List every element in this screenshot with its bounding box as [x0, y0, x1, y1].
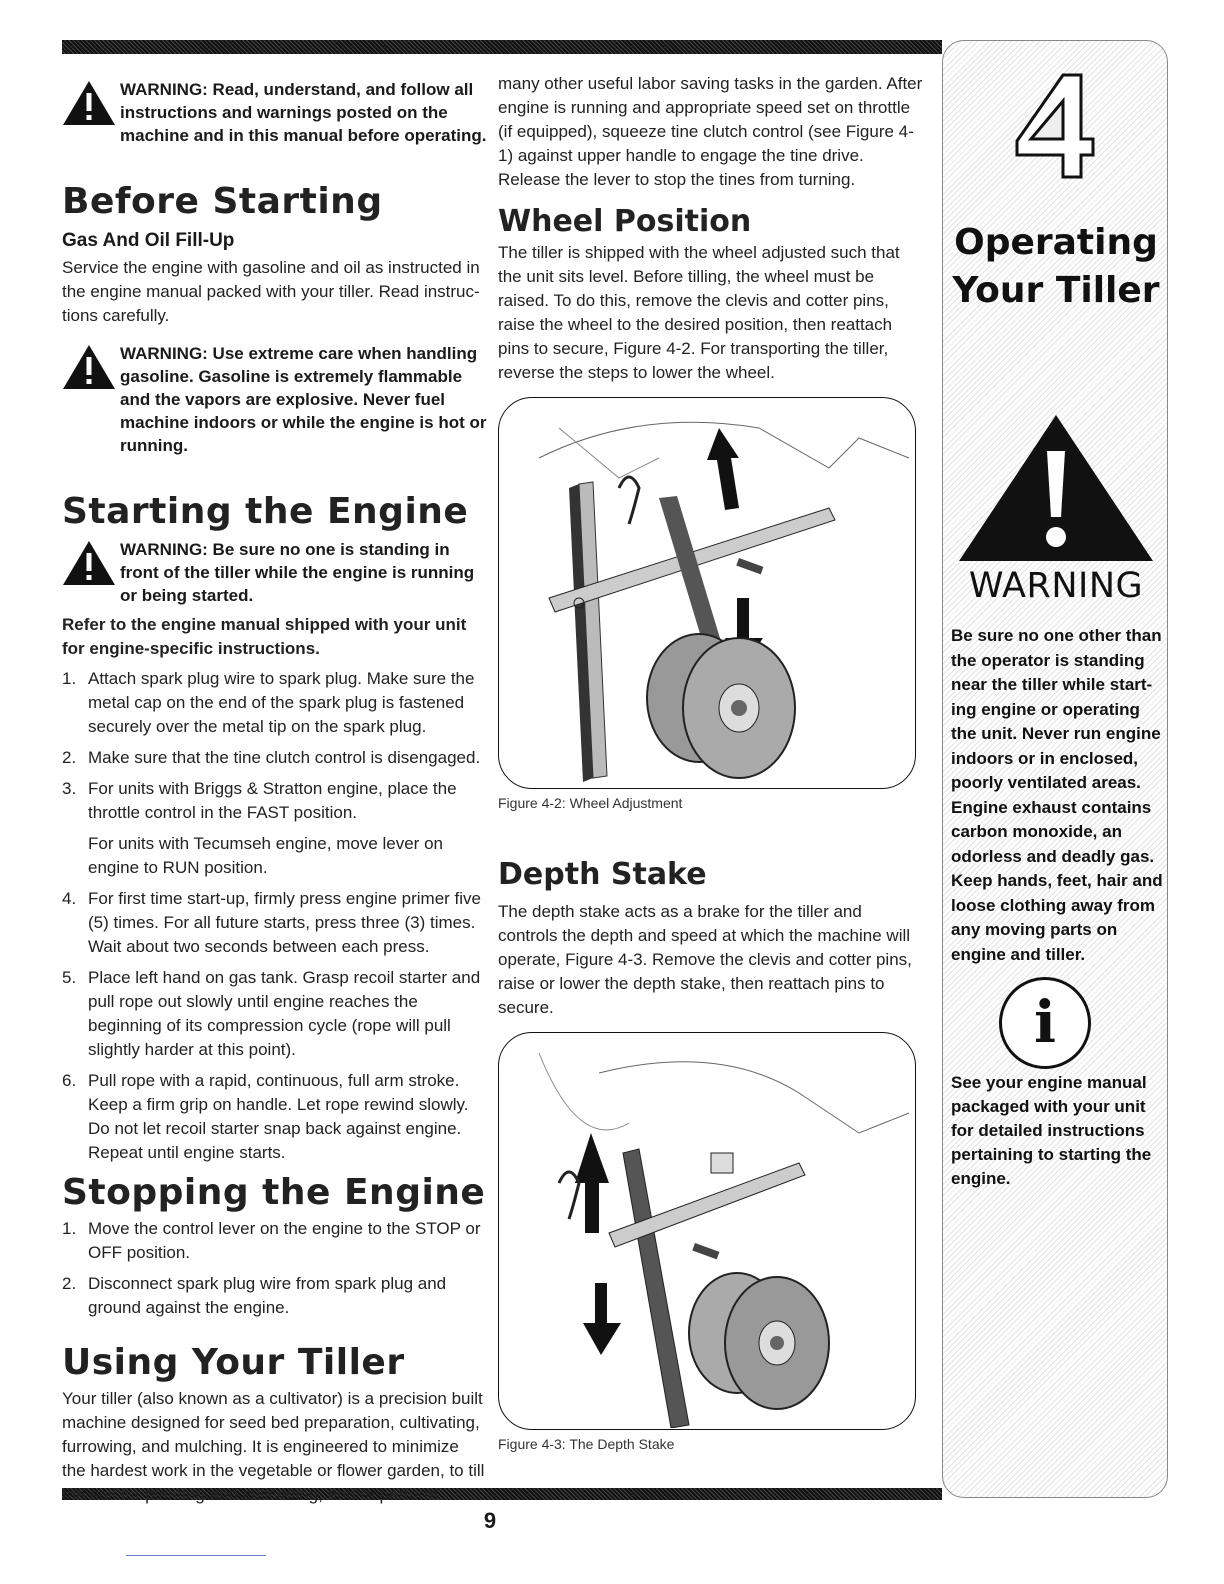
warning-gasoline: WARNING: Use extreme care when handling gasoline. Gasoline is extremely flammable and the vapors are explosive. Never fuel machine indoors or while the engine is hot or running. — [62, 342, 487, 457]
depth-stake-illustration — [499, 1033, 914, 1428]
list-item: 1. Attach spark plug wire to spark plug. Make sure the metal cap on the end of the spark plug is fastened securely over the metal tip on the spark plug. — [62, 669, 475, 736]
warning-label: WARNING — [968, 566, 1144, 606]
info-icon: i — [999, 977, 1091, 1069]
warning-triangle-icon — [62, 540, 116, 586]
list-item: 2. Disconnect spark plug wire from spark plug and ground against the engine. — [62, 1274, 447, 1317]
heading-stopping-engine: Stopping the Engine — [62, 1172, 486, 1213]
subheading-gas-oil: Gas And Oil Fill-Up — [62, 230, 235, 251]
heading-using-tiller: Using Your Tiller — [62, 1342, 405, 1383]
warning-triangle-icon — [62, 344, 116, 390]
heading-before-starting: Before Starting — [62, 181, 383, 222]
heading-wheel-position: Wheel Position — [498, 204, 752, 239]
sidebar-warning-text: Be sure no one other than the operator is standing near the tiller while start-ing engine or operating the unit. Never run engine indoors or in enclosed, poorly ventilated areas. Engine exhaust contains carbon monoxide, an odorless and deadly gas. Keep hands, feet, hair and loose clothing away from any moving parts on engine and tiller. — [951, 626, 1163, 964]
top-rule — [62, 40, 942, 54]
footer-rule — [126, 1555, 266, 1556]
list-item: 5. Place left hand on gas tank. Grasp recoil starter and pull rope out slowly until engine reaches the beginning of its compression cycle (rope will pull slightly harder at this point). — [62, 968, 481, 1059]
chapter-sidebar — [942, 40, 1168, 1498]
stopping-steps-list — [62, 1217, 487, 1320]
warning-read-instructions: WARNING: Read, understand, and follow all instructions and warnings posted on the machine and in this manual before operating. — [62, 78, 487, 147]
chapter-number-box — [1013, 71, 1095, 181]
using-tiller-body: Your tiller (also known as a cultivator) is a precision built machine designed for seed bed preparation, cultivating, furrowing, and mulching. It is engineered to minimize the hardest work in the vegetable or flower garden, to till the soil for planting and cultivating, and to perform — [62, 1389, 485, 1504]
depth-stake-body: The depth stake acts as a brake for the tiller and controls the depth and speed at which the machine will operate, Figure 4-3. Remove the clevis and cotter pins, raise or lower the depth stake, then reattach pins to secure. — [498, 902, 912, 1017]
left-column — [62, 78, 487, 1507]
caption-figure-4-2: Figure 4-2: Wheel Adjustment — [498, 795, 683, 811]
chapter-number-outline — [1013, 71, 1095, 181]
list-item: For units with Tecumseh engine, move lever on engine to RUN position. — [88, 834, 443, 877]
middle-column — [498, 72, 923, 1452]
caption-figure-4-3: Figure 4-3: The Depth Stake — [498, 1436, 675, 1452]
starting-steps-list — [62, 667, 487, 1165]
heading-depth-stake: Depth Stake — [498, 857, 707, 892]
list-item: 3. For units with Briggs & Stratton engine, place the throttle control in the FAST position. — [62, 779, 457, 822]
warning-nobody-in-front: WARNING: Be sure no one is standing in front of the tiller while the engine is running or being started. — [62, 538, 487, 607]
warning-triangle-icon — [957, 413, 1155, 563]
sidebar-info-text: See your engine manual packaged with your unit for detailed instructions pertaining to starting the engine. — [951, 1073, 1152, 1188]
list-item: 1. Move the control lever on the engine to the STOP or OFF position. — [62, 1219, 481, 1262]
list-item: 2. Make sure that the tine clutch control is disengaged. — [62, 748, 481, 767]
list-item: 6. Pull rope with a rapid, continuous, full arm stroke. Keep a firm grip on handle. Let rope rewind slowly. Do not let recoil starter snap back against engine. Repeat until engine starts. — [62, 1071, 469, 1162]
list-item: 4. For first time start-up, firmly press engine primer five (5) times. For all future starts, press three (3) times. Wait about two seconds between each press. — [62, 889, 481, 956]
page-number: 9 — [483, 1508, 497, 1533]
heading-starting-engine: Starting the Engine — [62, 491, 469, 532]
wheel-adjustment-illustration — [499, 398, 914, 787]
chapter-title: Operating Your Tiller — [952, 222, 1160, 311]
using-tiller-continued: many other useful labor saving tasks in the garden. After engine is running and appropriate speed set on throttle (if equipped), squeeze tine clutch control (see Figure 4-1) against upper handle to engage the tine drive. Release the lever to stop the tines from turning. — [498, 74, 923, 189]
refer-engine-manual: Refer to the engine manual shipped with your unit for engine-specific instructions. — [62, 615, 467, 658]
figure-wheel-adjustment — [498, 397, 916, 789]
warning-triangle-icon — [62, 80, 116, 126]
wheel-position-body: The tiller is shipped with the wheel adjusted such that the unit sits level. Before tilling, the wheel must be raised. To do this, remove the clevis and cotter pins, raise the wheel to the desired position, then reattach pins to secure, Figure 4-2. For transporting the tiller, reverse the steps to lower the wheel. — [498, 243, 900, 382]
figure-depth-stake — [498, 1032, 916, 1430]
gas-oil-body: Service the engine with gasoline and oil as instructed in the engine manual packed with your tiller. Read instruc-tions carefully. — [62, 258, 480, 325]
chapter-number — [1013, 71, 1014, 72]
